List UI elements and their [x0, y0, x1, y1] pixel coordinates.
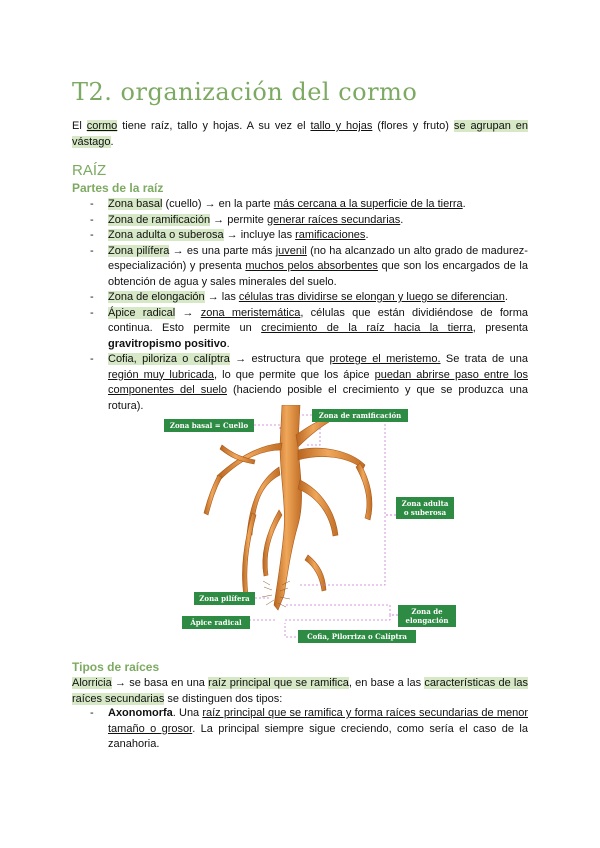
- tipos-text: se distinguen dos tipos:: [164, 693, 283, 705]
- list-item: [90, 306, 528, 353]
- part-underline: generar raíces secundarias: [266, 213, 401, 226]
- label-cofia: Cofia, Pilorriza o Calíptra: [298, 630, 416, 643]
- root-shape: [204, 405, 372, 610]
- part-name: Zona adulta o suberosa: [108, 229, 224, 241]
- part-underline: muchos pelos absorbentes: [245, 260, 378, 272]
- part-text: .: [504, 291, 508, 303]
- part-underline: región muy lubricada: [108, 368, 215, 381]
- highlight-caracteristicas: características de las raíces secundarias: [72, 677, 528, 705]
- intro-text: tiene raíz, tallo y hojas. A su vez el: [117, 120, 311, 132]
- part-name: Zona basal: [108, 198, 163, 210]
- label-zona-elongacion: Zona de elongación: [398, 605, 456, 627]
- underline-tallo-hojas: tallo y hojas: [310, 120, 373, 132]
- part-bold: gravitropismo positivo: [108, 337, 227, 350]
- part-text: que son los encargados de la obtención de agua y sales minerales del suelo.: [108, 260, 528, 288]
- tipos-list: [90, 706, 528, 753]
- part-name: Cofia, piloriza o calíptra: [108, 353, 230, 365]
- label-zona-pilifera: Zona pilífera: [194, 592, 255, 605]
- parts-list: [90, 197, 528, 414]
- part-text: , presenta: [472, 322, 529, 334]
- part-text: → estructura que: [229, 353, 330, 365]
- intro-text: El: [72, 120, 87, 132]
- label-zona-basal: Zona basal = Cuello: [164, 419, 254, 432]
- part-underline: células tras dividirse se elongan y luego se diferencian: [238, 291, 505, 303]
- page-title: T2. organización del cormo: [72, 78, 418, 106]
- tipo-underline: raíz principal que se ramifica y forma raíces secundarias de menor tamaño o grosor: [108, 707, 528, 735]
- list-item: [90, 213, 528, 229]
- section-heading-raiz: RAÍZ: [72, 162, 107, 179]
- part-text: , lo que permite que los ápice: [214, 368, 375, 381]
- tipos-text: → se basa en una: [111, 677, 209, 689]
- part-text: .: [400, 213, 404, 226]
- part-underline: crecimiento de la raíz hacia la tierra: [261, 322, 473, 334]
- part-text: → permite: [210, 213, 267, 226]
- part-underline: protege el meristemo.: [329, 353, 441, 365]
- tipo-name: Axonomorfa: [108, 707, 173, 719]
- part-text: .: [365, 229, 369, 241]
- tipo-text: . La principal siempre sigue creciendo, como sería el caso de la zanahoria.: [108, 722, 528, 750]
- label-zona-adulta: Zona adulta o suberosa: [396, 497, 454, 519]
- list-item: [90, 244, 528, 291]
- part-text: → las: [204, 291, 239, 303]
- part-text: → es una parte más: [169, 244, 276, 257]
- highlight-raiz-principal: raíz principal que se ramifica: [208, 677, 349, 689]
- highlight-cormo: cormo: [86, 120, 118, 132]
- label-zona-ramificacion: Zona de ramificación: [312, 409, 408, 422]
- part-text: (haciendo posible el crecimiento y que se produzca una rotura).: [108, 384, 528, 412]
- part-underline: zona meristemática: [200, 306, 301, 319]
- part-text: →: [175, 306, 201, 319]
- tipo-text: . Una: [172, 707, 203, 719]
- part-text: , células que están dividiéndose de forma continua. Esto permite un: [108, 306, 528, 334]
- part-text: → incluye las: [223, 229, 296, 241]
- part-name: Zona de ramificación: [108, 213, 211, 226]
- label-apice-radical: Ápice radical: [182, 616, 250, 629]
- list-item: [90, 228, 528, 244]
- part-underline: juvenil: [275, 244, 307, 257]
- part-underline: ramificaciones: [295, 229, 366, 241]
- part-text: .: [226, 337, 230, 350]
- list-item: [90, 290, 528, 306]
- intro-paragraph: [72, 118, 528, 150]
- subheading-partes: Partes de la raíz: [72, 181, 164, 195]
- intro-text: .: [110, 136, 114, 148]
- part-name: Ápice radical: [108, 306, 176, 319]
- highlight-vastago: se agrupan en vástago: [72, 120, 528, 148]
- part-text: (no ha alcanzado un alto grado de madurez-especialización) y presenta: [108, 244, 528, 272]
- list-item: [90, 706, 528, 753]
- highlight-alorricia: Alorricia: [72, 677, 112, 689]
- intro-text: (flores y fruto): [372, 120, 454, 132]
- part-name: Zona pilífera: [108, 244, 170, 257]
- part-text: .: [462, 198, 466, 210]
- part-underline: más cercana a la superficie de la tierra: [273, 198, 463, 210]
- part-text: Se trata de una: [440, 353, 528, 365]
- part-underline: puedan abrirse paso entre los componentes del suelo: [108, 368, 528, 396]
- tipos-intro: [72, 675, 528, 707]
- part-text: (cuello) → en la parte: [162, 198, 274, 210]
- subheading-tipos: Tipos de raíces: [72, 660, 160, 674]
- root-diagram: [160, 405, 460, 650]
- part-name: Zona de elongación: [108, 291, 205, 303]
- list-item: [90, 197, 528, 213]
- tipos-text: , en base a las: [348, 677, 425, 689]
